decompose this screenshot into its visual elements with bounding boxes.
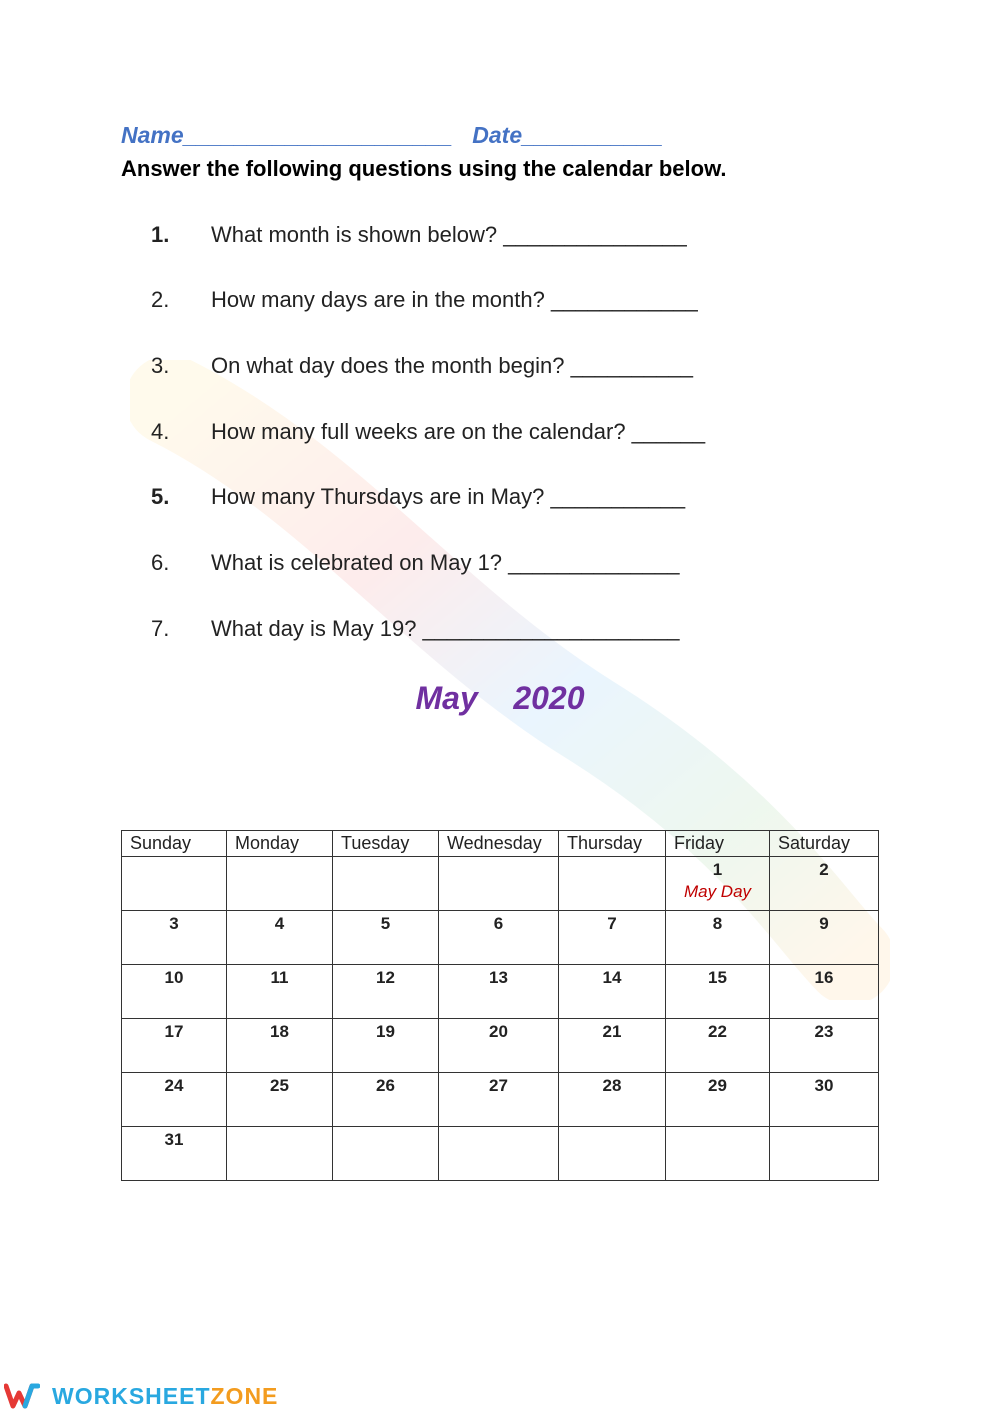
week-row xyxy=(122,1127,879,1181)
day-cell: 6 xyxy=(439,911,559,965)
name-date-header xyxy=(121,122,663,149)
question-text[interactable]: How many days are in the month? ____________ xyxy=(211,287,698,312)
calendar-table xyxy=(121,830,879,1181)
day-cell: 26 xyxy=(333,1073,439,1127)
day-cell: 28 xyxy=(559,1073,666,1127)
day-cell: 16 xyxy=(770,965,879,1019)
question-text[interactable]: On what day does the month begin? __________ xyxy=(211,353,693,378)
weekday-header: Wednesday xyxy=(439,831,559,857)
day-cell: 11 xyxy=(227,965,333,1019)
day-cell: 20 xyxy=(439,1019,559,1073)
w-logo-icon xyxy=(4,1383,40,1409)
question-7: 7. What day is May 19? _____________________ xyxy=(151,616,680,641)
week-row xyxy=(122,1019,879,1073)
day-cell xyxy=(122,857,227,911)
day-cell-may-day xyxy=(666,857,770,911)
question-5: 5. How many Thursdays are in May? ___________ xyxy=(151,484,686,509)
day-cell: 18 xyxy=(227,1019,333,1073)
weekday-header: Thursday xyxy=(559,831,666,857)
day-cell xyxy=(770,1127,879,1181)
day-cell: 27 xyxy=(439,1073,559,1127)
weekday-header-row xyxy=(122,831,879,857)
week-row xyxy=(122,965,879,1019)
day-cell: 14 xyxy=(559,965,666,1019)
week-row xyxy=(122,857,879,911)
week-row xyxy=(122,911,879,965)
question-text[interactable]: How many full weeks are on the calendar? ______ xyxy=(211,419,706,444)
day-cell xyxy=(333,1127,439,1181)
day-cell: 25 xyxy=(227,1073,333,1127)
date-field[interactable]: Date___________ xyxy=(472,122,663,148)
day-cell xyxy=(439,1127,559,1181)
day-cell: 22 xyxy=(666,1019,770,1073)
weekday-header: Saturday xyxy=(770,831,879,857)
day-cell xyxy=(333,857,439,911)
day-number: 1 xyxy=(712,860,723,879)
day-cell: 12 xyxy=(333,965,439,1019)
day-cell xyxy=(666,1127,770,1181)
day-cell: 5 xyxy=(333,911,439,965)
day-cell xyxy=(439,857,559,911)
day-cell: 30 xyxy=(770,1073,879,1127)
week-row xyxy=(122,1073,879,1127)
day-cell: 15 xyxy=(666,965,770,1019)
day-cell: 24 xyxy=(122,1073,227,1127)
day-cell: 8 xyxy=(666,911,770,965)
holiday-note: May Day xyxy=(683,882,752,901)
day-cell xyxy=(227,857,333,911)
question-text[interactable]: How many Thursdays are in May? ___________ xyxy=(211,484,686,509)
day-cell: 31 xyxy=(122,1127,227,1181)
question-1: 1. What month is shown below? _______________ xyxy=(151,222,687,247)
day-cell: 10 xyxy=(122,965,227,1019)
day-cell: 21 xyxy=(559,1019,666,1073)
day-cell: 7 xyxy=(559,911,666,965)
brand-name: WORKSHEETZONE xyxy=(52,1382,279,1409)
day-cell: 13 xyxy=(439,965,559,1019)
day-cell: 4 xyxy=(227,911,333,965)
day-cell xyxy=(559,857,666,911)
weekday-header: Monday xyxy=(227,831,333,857)
day-cell xyxy=(227,1127,333,1181)
question-text[interactable]: What day is May 19? _____________________ xyxy=(211,616,680,641)
day-cell: 17 xyxy=(122,1019,227,1073)
name-field[interactable]: Name_____________________ xyxy=(121,122,453,148)
weekday-header: Sunday xyxy=(122,831,227,857)
question-text[interactable]: What is celebrated on May 1? ______________ xyxy=(211,550,680,575)
weekday-header: Tuesday xyxy=(333,831,439,857)
day-cell: 23 xyxy=(770,1019,879,1073)
question-2: 2. How many days are in the month? ____________ xyxy=(151,287,698,312)
weekday-header: Friday xyxy=(666,831,770,857)
question-3: 3. On what day does the month begin? __________ xyxy=(151,353,693,378)
day-cell: 9 xyxy=(770,911,879,965)
day-cell: 2 xyxy=(770,857,879,911)
question-6: 6. What is celebrated on May 1? ______________ xyxy=(151,550,680,575)
day-cell: 29 xyxy=(666,1073,770,1127)
worksheetzone-logo[interactable] xyxy=(4,1382,278,1410)
calendar-title: May 2020 xyxy=(415,680,585,716)
instructions: Answer the following questions using the calendar below. xyxy=(121,156,727,181)
day-cell: 3 xyxy=(122,911,227,965)
question-4: 4. How many full weeks are on the calendar? ______ xyxy=(151,419,706,444)
day-cell xyxy=(559,1127,666,1181)
question-text[interactable]: What month is shown below? _______________ xyxy=(211,222,687,247)
day-cell: 19 xyxy=(333,1019,439,1073)
